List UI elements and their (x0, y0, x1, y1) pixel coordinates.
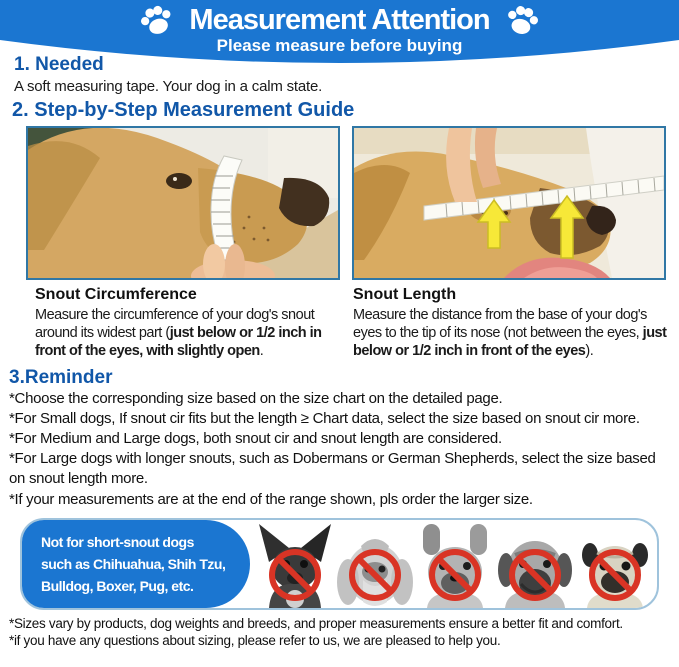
reminder-heading: 3.Reminder (9, 366, 113, 388)
page-subtitle: Please measure before buying (216, 36, 463, 55)
snout-circumference-caption (35, 285, 347, 361)
guide-heading: 2. Step-by-Step Measurement Guide (12, 99, 355, 121)
caption-text-bold: just below or 1/2 inch in front of the eyes, with slightly open (35, 325, 322, 360)
photo-captions (35, 285, 679, 361)
paw-icon (502, 1, 541, 38)
prohibited-dogs-row (250, 520, 659, 608)
caption-text (353, 306, 671, 361)
snout-length-caption (353, 285, 671, 361)
no-sign-icon (267, 547, 323, 603)
caption-text-normal: Measure the distance from the base of your dog's eyes to the tip of its nose (not between the eyes, (353, 307, 647, 342)
caption-text (35, 306, 347, 361)
no-sign-icon (427, 547, 483, 603)
snout-length-photo (352, 126, 666, 280)
caption-text-normal: . (259, 343, 264, 360)
warning-line: Bulldog, Boxer, Pug, etc. (41, 577, 194, 594)
section-reminder (9, 367, 672, 510)
page-title: Measurement Attention (189, 4, 490, 36)
reminder-item: *Choose the corresponding size based on the size chart on the detailed page. (9, 389, 503, 407)
short-snout-warning-banner (20, 518, 659, 610)
snout-circumference-photo (26, 126, 340, 280)
header-banner (0, 0, 679, 55)
footer-note: *Sizes vary by products, dog weights and breeds, and proper measurements ensure a better fit and comfort. (9, 615, 623, 631)
paw-icon (137, 1, 178, 40)
dog-figure-pug (575, 522, 655, 608)
header-content (0, 0, 679, 56)
reminder-item: *For Small dogs, If snout cir fits but the length ≥ Chart data, select the size based on snout cir more. (9, 409, 640, 427)
dog-with-tape-around-snout-illustration (28, 128, 338, 278)
warning-line: Not for short-snout dogs (41, 533, 194, 550)
reminder-item: *For Large dogs with longer snouts, such as Dobermans or German Shepherds, select the size based on snout length more. (9, 450, 656, 488)
no-sign-icon (347, 547, 403, 603)
no-sign-icon (587, 547, 643, 603)
reminder-item: *For Medium and Large dogs, both snout cir and snout length are considered. (9, 430, 502, 448)
caption-text-normal: ). (585, 343, 594, 360)
warning-text-panel (22, 520, 250, 608)
dog-figure-french-bulldog (415, 522, 495, 608)
dog-figure-chihuahua (255, 522, 335, 608)
footer-notes (9, 615, 670, 650)
no-sign-icon (507, 547, 563, 603)
measurement-photos (26, 126, 666, 280)
needed-body: A soft measuring tape. Your dog in a calm state. (14, 78, 323, 95)
dog-with-tape-along-snout-illustration (354, 128, 664, 278)
dog-figure-shih-tzu (335, 522, 415, 608)
warning-line: such as Chihuahua, Shih Tzu, (41, 555, 226, 572)
reminder-item: *If your measurements are at the end of the range shown, pls order the larger size. (9, 490, 533, 508)
caption-title: Snout Length (353, 286, 457, 303)
caption-title: Snout Circumference (35, 286, 197, 303)
needed-heading: 1. Needed (14, 54, 104, 75)
dog-figure-boxer (495, 522, 575, 608)
footer-note: *if you have any questions about sizing, please refer to us, we are pleased to help you. (9, 633, 501, 649)
caption-text-bold: just below or 1/2 inch in front of the eyes (353, 325, 667, 360)
caption-text-normal: Measure the circumference of your dog's snout around its widest part ( (35, 307, 315, 342)
